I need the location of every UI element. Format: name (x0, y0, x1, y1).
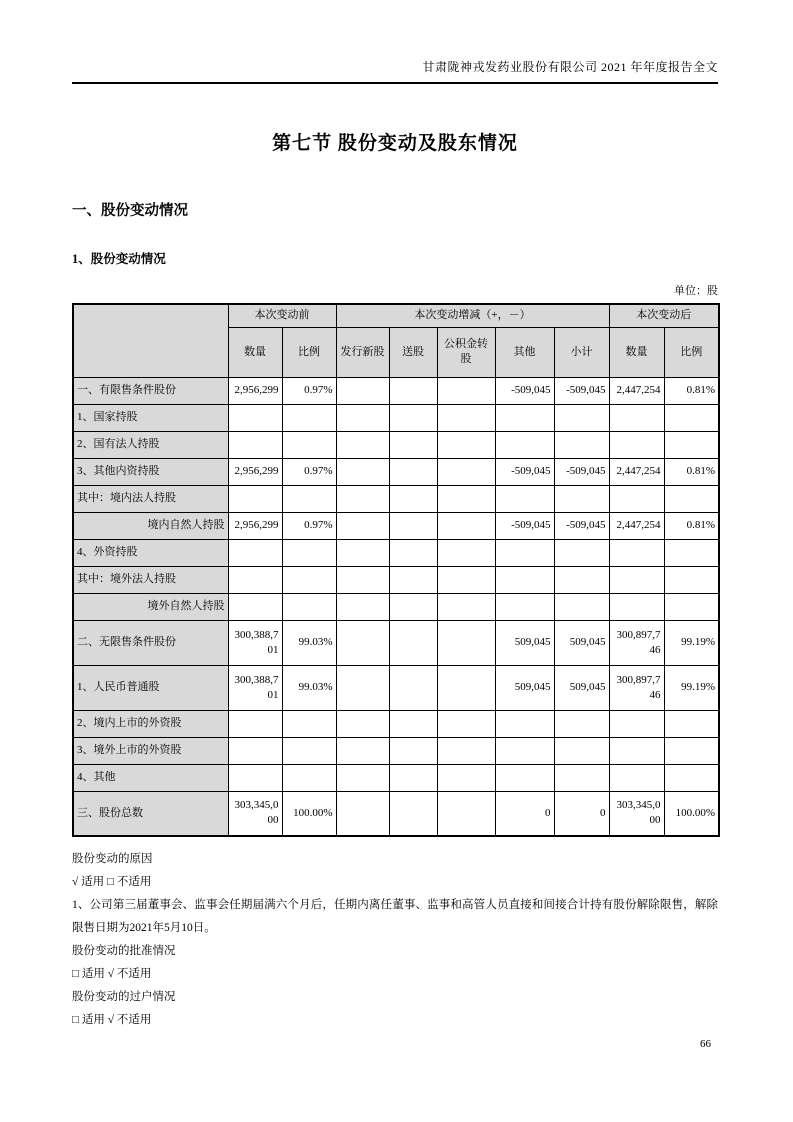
data-cell (228, 710, 282, 737)
data-cell: 509,045 (495, 665, 554, 710)
data-cell (609, 764, 664, 791)
data-cell: 0.81% (664, 512, 719, 539)
data-cell (389, 512, 437, 539)
data-cell (554, 485, 609, 512)
data-cell (664, 566, 719, 593)
header-before-change: 本次变动前 (228, 304, 336, 327)
note-line: 股份变动的过户情况 (72, 991, 176, 1003)
data-cell: 99.19% (664, 665, 719, 710)
data-cell (336, 566, 389, 593)
data-cell (389, 404, 437, 431)
data-cell (495, 710, 554, 737)
data-cell: 509,045 (495, 620, 554, 665)
table-row (73, 620, 719, 665)
data-cell (495, 485, 554, 512)
note-line: √ 适用 □ 不适用 (72, 876, 152, 888)
row-label: 2、国有法人持股 (73, 431, 228, 458)
data-cell (336, 377, 389, 404)
row-label: 二、无限售条件股份 (73, 620, 228, 665)
data-cell: 0.81% (664, 377, 719, 404)
data-cell (389, 665, 437, 710)
data-cell (228, 593, 282, 620)
data-cell (389, 431, 437, 458)
data-cell: 99.19% (664, 620, 719, 665)
note-line: 1、公司第三届董事会、监事会任期届满六个月后，任期内离任董事、监事和高管人员直接和间接合计持有股份解除限售，解除限售日期为2021年5月10日。 (72, 899, 718, 934)
table-header-group-row (73, 304, 719, 327)
subsection-heading: 1、股份变动情况 (72, 252, 166, 266)
data-cell (336, 404, 389, 431)
data-cell (228, 737, 282, 764)
data-cell (609, 593, 664, 620)
data-cell (437, 458, 495, 485)
data-cell (554, 431, 609, 458)
data-cell: 99.03% (282, 620, 336, 665)
data-cell: 0.81% (664, 458, 719, 485)
data-cell (228, 431, 282, 458)
table-row (73, 458, 719, 485)
section-heading: 一、股份变动情况 (72, 203, 188, 219)
data-cell: 300,388,701 (228, 665, 282, 710)
data-cell: 99.03% (282, 665, 336, 710)
data-cell: 100.00% (664, 791, 719, 836)
data-cell (437, 710, 495, 737)
data-cell: 0 (554, 791, 609, 836)
data-cell (282, 485, 336, 512)
notes-section (72, 848, 718, 1032)
header-after-change: 本次变动后 (609, 304, 719, 327)
data-cell (389, 539, 437, 566)
row-label: 境外自然人持股 (73, 593, 228, 620)
data-cell (282, 539, 336, 566)
data-cell (495, 431, 554, 458)
data-cell (336, 620, 389, 665)
table-row (73, 737, 719, 764)
header-bonus-shares: 送股 (389, 327, 437, 377)
data-cell (282, 566, 336, 593)
data-cell (389, 791, 437, 836)
data-cell (554, 710, 609, 737)
data-cell: 0 (495, 791, 554, 836)
header-ratio-after: 比例 (664, 327, 719, 377)
row-label: 其中：境内法人持股 (73, 485, 228, 512)
report-header-text: 甘肃陇神戎发药业股份有限公司 2021 年年度报告全文 (422, 60, 718, 74)
data-cell (609, 431, 664, 458)
data-cell (609, 539, 664, 566)
data-cell (609, 737, 664, 764)
data-cell (336, 737, 389, 764)
table-row (73, 485, 719, 512)
data-cell (495, 566, 554, 593)
data-cell (336, 431, 389, 458)
table-row (73, 791, 719, 836)
data-cell: 300,897,746 (609, 665, 664, 710)
data-cell (437, 665, 495, 710)
data-cell (389, 566, 437, 593)
data-cell: 100.00% (282, 791, 336, 836)
data-cell: 2,956,299 (228, 458, 282, 485)
data-cell: 2,447,254 (609, 458, 664, 485)
data-cell (609, 710, 664, 737)
header-subtotal: 小计 (554, 327, 609, 377)
note-line: 股份变动的批准情况 (72, 945, 176, 957)
data-cell (495, 539, 554, 566)
table-row (73, 539, 719, 566)
data-cell (437, 539, 495, 566)
data-cell (437, 566, 495, 593)
data-cell (282, 593, 336, 620)
share-change-table (72, 303, 720, 837)
table-row (73, 665, 719, 710)
row-label: 4、其他 (73, 764, 228, 791)
data-cell (437, 485, 495, 512)
header-new-issue: 发行新股 (336, 327, 389, 377)
table-row (73, 764, 719, 791)
data-cell: 300,388,701 (228, 620, 282, 665)
row-label: 3、其他内资持股 (73, 458, 228, 485)
data-cell: -509,045 (554, 458, 609, 485)
data-cell (389, 377, 437, 404)
row-label: 3、境外上市的外资股 (73, 737, 228, 764)
table-row (73, 404, 719, 431)
data-cell (554, 404, 609, 431)
table-row (73, 377, 719, 404)
data-cell (389, 593, 437, 620)
header-quantity-before: 数量 (228, 327, 282, 377)
data-cell (437, 791, 495, 836)
data-cell (389, 620, 437, 665)
data-cell (495, 404, 554, 431)
row-label: 三、股份总数 (73, 791, 228, 836)
data-cell: 303,345,000 (609, 791, 664, 836)
data-cell: 2,447,254 (609, 377, 664, 404)
data-cell (282, 737, 336, 764)
data-cell (495, 737, 554, 764)
data-cell (228, 539, 282, 566)
data-cell (495, 764, 554, 791)
data-cell (228, 485, 282, 512)
row-label: 1、国家持股 (73, 404, 228, 431)
data-cell (389, 737, 437, 764)
data-cell (609, 404, 664, 431)
data-cell (336, 593, 389, 620)
header-quantity-after: 数量 (609, 327, 664, 377)
data-cell (664, 404, 719, 431)
data-cell (664, 539, 719, 566)
data-cell (437, 377, 495, 404)
data-cell: 509,045 (554, 620, 609, 665)
data-cell: -509,045 (495, 512, 554, 539)
data-cell (664, 710, 719, 737)
data-cell (554, 593, 609, 620)
data-cell: 0.97% (282, 377, 336, 404)
data-cell: 509,045 (554, 665, 609, 710)
note-line: □ 适用 √ 不适用 (72, 1014, 152, 1026)
row-label: 境内自然人持股 (73, 512, 228, 539)
document-header (72, 0, 718, 84)
data-cell (336, 791, 389, 836)
header-ratio-before: 比例 (282, 327, 336, 377)
data-cell: 0.97% (282, 458, 336, 485)
header-change: 本次变动增减（+，－） (336, 304, 609, 327)
data-cell (282, 710, 336, 737)
data-cell (609, 566, 664, 593)
document-page (72, 0, 718, 1032)
data-cell: 2,956,299 (228, 377, 282, 404)
data-cell (554, 539, 609, 566)
note-line: 股份变动的原因 (72, 853, 153, 865)
table-row (73, 512, 719, 539)
data-cell (437, 512, 495, 539)
row-label: 1、人民币普通股 (73, 665, 228, 710)
unit-label: 单位：股 (674, 285, 718, 297)
data-cell (437, 737, 495, 764)
row-label: 4、外资持股 (73, 539, 228, 566)
data-cell: 303,345,000 (228, 791, 282, 836)
data-cell (664, 593, 719, 620)
data-cell (228, 404, 282, 431)
data-cell (282, 764, 336, 791)
corner-header-cell (73, 304, 228, 377)
table-row (73, 593, 719, 620)
row-label: 其中：境外法人持股 (73, 566, 228, 593)
data-cell (495, 593, 554, 620)
note-line: □ 适用 √ 不适用 (72, 968, 152, 980)
data-cell (554, 566, 609, 593)
data-cell: -509,045 (495, 458, 554, 485)
data-cell (336, 665, 389, 710)
data-cell (336, 710, 389, 737)
data-cell (336, 458, 389, 485)
row-label: 2、境内上市的外资股 (73, 710, 228, 737)
data-cell (437, 764, 495, 791)
data-cell: -509,045 (554, 377, 609, 404)
data-cell (336, 539, 389, 566)
data-cell (554, 764, 609, 791)
data-cell (282, 404, 336, 431)
data-cell (437, 593, 495, 620)
data-cell (336, 764, 389, 791)
data-cell (228, 764, 282, 791)
data-cell: 2,956,299 (228, 512, 282, 539)
data-cell (389, 485, 437, 512)
data-cell (389, 710, 437, 737)
data-cell (664, 431, 719, 458)
data-cell (437, 620, 495, 665)
header-other: 其他 (495, 327, 554, 377)
data-cell (282, 431, 336, 458)
data-cell: -509,045 (495, 377, 554, 404)
data-cell (336, 512, 389, 539)
data-cell: 300,897,746 (609, 620, 664, 665)
data-cell (664, 485, 719, 512)
row-label: 一、有限售条件股份 (73, 377, 228, 404)
data-cell (554, 737, 609, 764)
page-number: 66 (700, 1038, 711, 1050)
header-reserve-conversion: 公积金转股 (437, 327, 495, 377)
table-row (73, 566, 719, 593)
data-cell (389, 458, 437, 485)
data-cell (389, 764, 437, 791)
data-cell (336, 485, 389, 512)
table-row (73, 431, 719, 458)
data-cell: 0.97% (282, 512, 336, 539)
data-cell: -509,045 (554, 512, 609, 539)
data-cell: 2,447,254 (609, 512, 664, 539)
data-cell (609, 485, 664, 512)
table-row (73, 710, 719, 737)
data-cell (664, 737, 719, 764)
data-cell (437, 404, 495, 431)
data-cell (437, 431, 495, 458)
data-cell (664, 764, 719, 791)
page-title: 第七节 股份变动及股东情况 (272, 133, 518, 154)
data-cell (228, 566, 282, 593)
